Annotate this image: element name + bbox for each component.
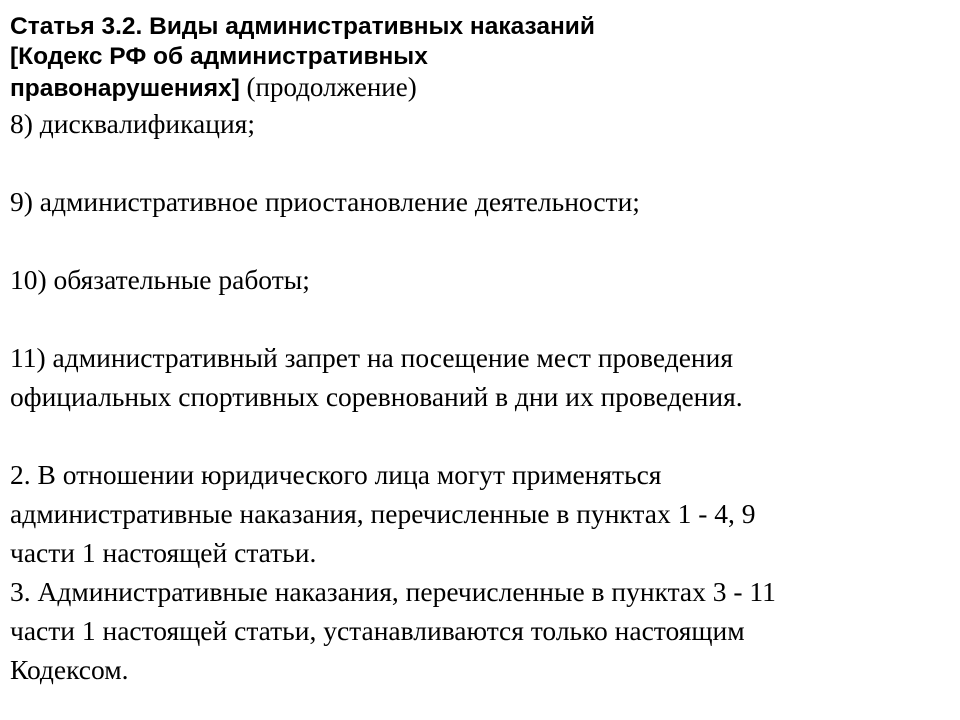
paragraph-2-line-2: административные наказания, перечисленные в пунктах 1 - 4, 9: [10, 498, 756, 529]
code-reference-end: правонарушениях]: [10, 75, 240, 102]
article-body: [10, 104, 950, 689]
article-title-line: Статья 3.2. Виды административных наказаний: [10, 13, 595, 40]
document-page: [10, 12, 950, 689]
article-heading: [10, 12, 950, 104]
code-reference-line: [Кодекс РФ об административных: [10, 43, 428, 70]
continuation-note: (продолжение): [239, 72, 417, 102]
blank-line: [10, 416, 950, 455]
code-reference-line-end: [10, 72, 950, 104]
blank-line: [10, 299, 950, 338]
list-item-11-line-2: официальных спортивных соревнований в дни их проведения.: [10, 381, 743, 412]
list-item-11-line-1: 11) административный запрет на посещение мест проведения: [10, 342, 733, 373]
paragraph-3-line-2: части 1 настоящей статьи, устанавливаются только настоящим: [10, 615, 745, 646]
paragraph-2-line-3: части 1 настоящей статьи.: [10, 537, 317, 568]
paragraph-3-line-1: 3. Административные наказания, перечисленные в пунктах 3 - 11: [10, 576, 776, 607]
blank-line: [10, 143, 950, 182]
list-item-9: 9) административное приостановление деятельности;: [10, 186, 640, 217]
list-item-8: 8) дисквалификация;: [10, 108, 255, 139]
list-item-10: 10) обязательные работы;: [10, 264, 310, 295]
blank-line: [10, 221, 950, 260]
paragraph-2-line-1: 2. В отношении юридического лица могут применяться: [10, 459, 662, 490]
paragraph-3-line-3: Кодексом.: [10, 654, 129, 685]
